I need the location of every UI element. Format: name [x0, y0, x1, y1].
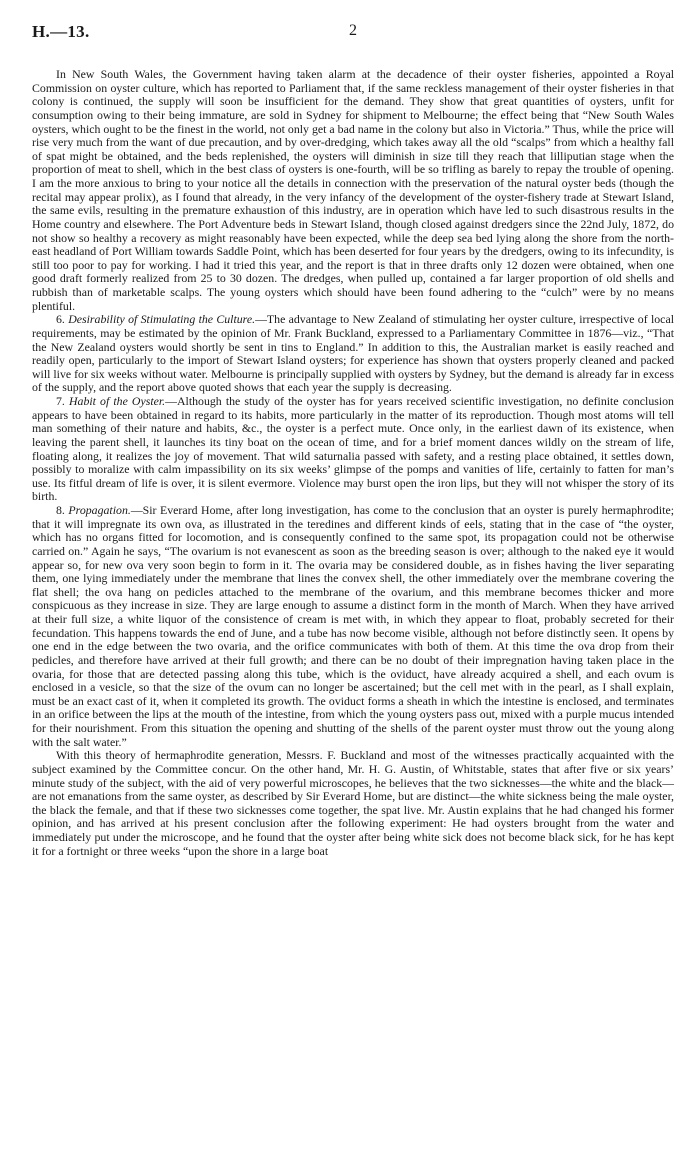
paragraph-oyster-decadence — [32, 68, 674, 313]
paragraph-text: —Although the study of the oyster has for years received scientific investigation, no definite conclusion appears to have been obtained in regard to its habits, more particularly in the matter of its reproduction. Though most atoms will tell man something of their nature and habits, &c., the oyster is a perfect mute. Once only, in the earliest dawn of its existence, when leaving the parent shell, it launches its tiny boat on the ocean of time, and for a brief moment dances wildly on the stream of life, floating along, it realizes the joy of movement. That wild saturnalia passed with safety, and a resting place obtained, it settles down, possibly to moralize with calm impassibility on its six weeks’ glimpse of the pomps and vanities of life, certainly to fatten for man’s use. Its fitful dream of life is over, it is silent evermore. Violence may burst open the iron lips, but they will not whisper the story of its birth. — [32, 394, 674, 504]
page-number: 2 — [349, 22, 357, 39]
section-heading: Habit of the Oyster. — [68, 394, 166, 408]
document-reference: H.—13. — [32, 22, 90, 41]
paragraph-section-7 — [32, 395, 674, 504]
section-number: 6. — [56, 312, 65, 327]
paragraph-section-6 — [32, 313, 674, 395]
body-text — [32, 68, 674, 858]
paragraph-text: —Sir Everard Home, after long investigation, has come to the conclusion that an oyster is purely hermaphrodite; that it will impregnate its own ova, as illustrated in the teredines and different kinds of eels, stating that in the case of “the oyster, which has no organs fitted for locomotion, and is consequently confined to the same spot, its propagation could not be otherwise carried on.” Again he says, “The ovarium is not evanescent as soon as the breeding season is over; although to the naked eye it would appear so, for new ova very soon begin to form in it. The ovaria may be considered double, as in fishes having the liver separating them, one lying immediately under the membrane that lines the convex shell, the other immediately over the membrane covering the flat shell; the ova hang on pedicles attached to the membrane of the ovarium, and this membrane becomes thicker and more conspicuous as they increase in size. They are large enough to assume a distinct form in the month of March. When they have arrived at their full size, a white liquor of the consistence of cream is met with, in which they appear to float, probably secreted for their fecundation. This happens towards the end of June, and a tube has now become visible, although not before distinctly seen. It opens by one end in the edge between the two ovaria, and the orifice communicates with both of them. At this time the ova drop from their pedicles, and therefore have arrived at their full growth; and there can be no doubt of their impregnation having taken place in the ovaria, for those that are detected passing along this tube, which is the oviduct, have already acquired a shell, and each ovum is enclosed in a vesicle, so that the size of the ovum can no longer be ascertained; but the cell met with in the pearl, as I shall explain, must be an exact cast of it, when it completed its growth. The oviduct forms a sheath in which the intestine is enclosed, and terminates in an orifice between the lips at the mouth of the intestine, from which the young oysters pass out, mixed with a purple mucus intended for their nourishment. From this situation the opening and shutting of the shells of the parent oyster must throw out the young along with the salt water.” — [32, 503, 674, 749]
paragraph-text: With this theory of hermaphrodite generation, Messrs. F. Buckland and most of the witnesses practically acquainted with the subject examined by the Committee concur. On the other hand, Mr. H. G. Austin, of Whitstable, states that after five or six years’ minute study of the subject, with the aid of very powerful microscopes, he believes that the two sicknesses—the white and the black—are not emanations from the same oyster, as described by Sir Everard Home, but are distinct—the white sickness being the male oyster, the black the female, and that if these two sicknesses come together, the spat live. Mr. Austin explains that he had changed his former opinion, and has arrived at his present conclusion after the following experiment: He had oysters brought from the water and immediately put under the microscope, and he found that the oyster after being white sick does not become black sick, for he has kept it for a fortnight or three weeks “upon the shore in a large boat — [32, 748, 674, 858]
section-number: 8. — [56, 503, 65, 517]
paragraph-austin-theory — [32, 749, 674, 858]
paragraph-text: In New South Wales, the Government having taken alarm at the decadence of their oyster fisheries, appointed a Royal Commission on oyster culture, which has reported to Parliament that, if the same reckless management of their oyster fisheries in that colony is continued, the supply will soon be insufficient for the demand. They show that great quantities of oysters, unfit for consumption owing to their being immature, are sold in Sydney for shipment to Melbourne; the effect being that “New South Wales oysters, which ought to be the finest in the world, not only get a bad name in the colony but also in Victoria.” Thus, while the price will rise very much from the want of due precaution, and by over-dredging, which takes away all the old “scalps” from which a healthy fall of spat might be obtained, and the beds replenished, the oysters will diminish in size till they reach that lilliputian stage when the proportion of meat to shell, which in the best class of oysters is one-fourth, will be so trifling as barely to repay the trouble of opening. I am the more anxious to bring to your notice all the details in connection with the preservation of the natural oyster beds (though the recital may appear prolix), as I found that already, in the very infancy of the development of the oyster-fishery trade at Stewart Island, the same evils, resulting in the premature exhaustion of this industry, are in operation which have led to such disastrous results in the Home country and elsewhere. The Port Adventure beds in Stewart Island, though closed against dredgers since the 22nd July, 1872, do not show so healthy a recovery as might reasonably have been expected, while the deep sea bed lying along the shore from the north-east headland of Port William towards Saddle Point, which has been deserted for four years by the dredgers, owing to its infecundity, is still too poor to pay for working. I had it tried this year, and the report is that in three drafts only 12 dozen were obtained, when one good draft formerly realized from 25 to 30 dozen. The dredges, when pulled up, contained a far larger proportion of old shells and rubbish than of marketable scalps. The young oysters which should have been found adhering to the “culch” were by no means plentiful. — [32, 67, 674, 313]
paragraph-section-8 — [32, 504, 674, 749]
section-heading: Desirability of Stimulating the Culture. — [68, 312, 256, 327]
section-heading: Propagation. — [68, 503, 131, 517]
section-number: 7. — [56, 394, 65, 408]
running-head — [32, 22, 674, 46]
paragraph-text: —The advantage to New Zealand of stimulating her oyster culture, irrespective of local requirements, may be estimated by the opinion of Mr. Frank Buckland, expressed to a Parliamentary Committee in 1876—viz., “That the New Zealand oysters would shortly be sent in tins to England.” In addition to this, the Australian market is easily reached and readily open, particularly to the import of Stewart Island oysters; for experience has shown that oysters properly cleaned and packed will live for six weeks without water. Melbourne is principally supplied with oysters by Sydney, but the demand is already far in excess of the supply, and the report above quoted shows that each year the supply is decreasing. — [32, 312, 674, 395]
